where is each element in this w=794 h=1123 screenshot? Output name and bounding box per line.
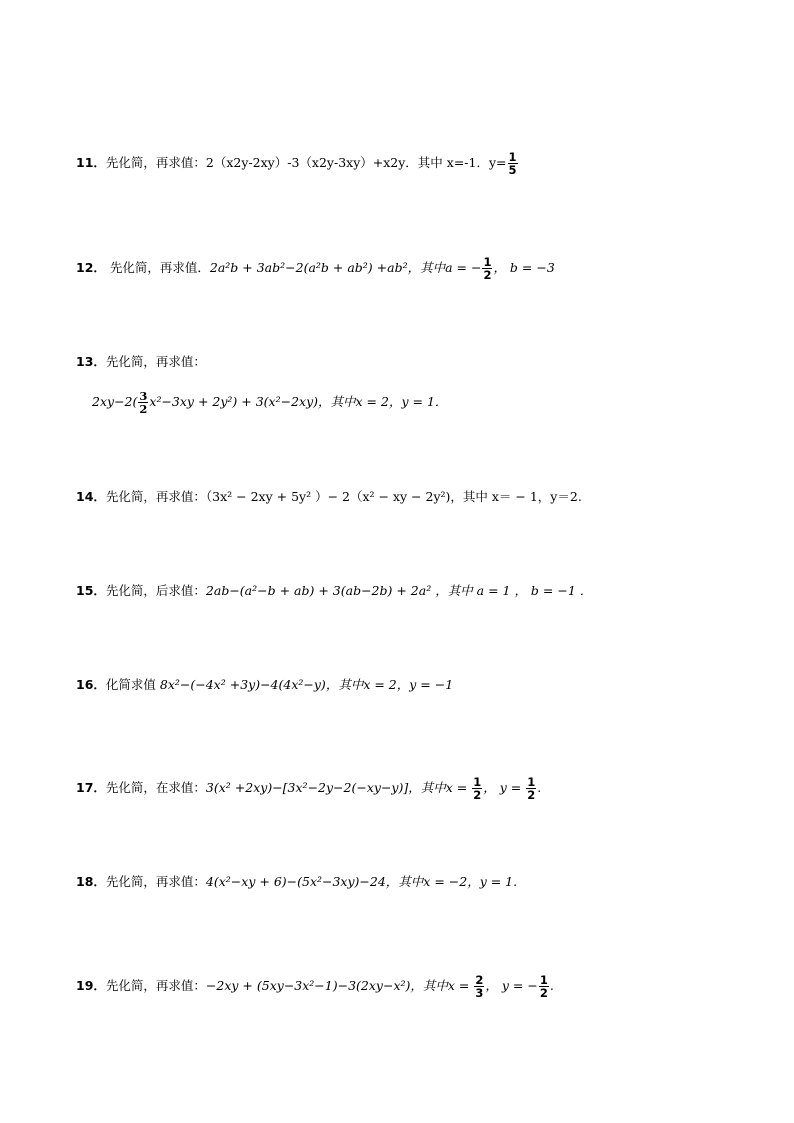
problem-number: 13．	[76, 354, 106, 369]
problem-condition: ， b = −3	[493, 260, 555, 275]
problem-11	[76, 151, 519, 176]
problem-expression-rest: x²−3xy + 2y²) + 3(x²−2xy)，其中x = 2，y = 1．	[149, 394, 448, 409]
problem-instruction: 化简求值	[105, 677, 156, 692]
problem-expression: −2xy + (5xy−3x²−1)−3(2xy−x²)，其中x =	[205, 978, 474, 993]
problem-instruction: 先化简，再求值：	[105, 354, 206, 369]
problem-number: 12．	[76, 260, 106, 275]
problem-14	[76, 489, 582, 505]
problem-instruction: 先化简，再求值：	[105, 155, 206, 170]
problem-expression: 3(x² +2xy)−[3x²−2y−2(−xy−y)]，其中x =	[205, 780, 472, 795]
problem-instruction: 先化简，再求值：	[105, 874, 206, 889]
problem-number: 15．	[76, 583, 106, 598]
problem-17	[76, 776, 541, 801]
problem-number: 16．	[76, 677, 106, 692]
problem-condition: ， y = −	[485, 978, 538, 993]
problem-condition: ， y =	[483, 780, 526, 795]
problem-19	[76, 974, 554, 999]
problem-end: .	[537, 780, 542, 795]
problem-expression: 2（x2y-2xy）-3（x2y-3xy）+x2y．其中 x=-1．y=	[205, 155, 507, 170]
problem-expression: （3x² − 2xy + 5y² ）− 2（x² − xy − 2y²)，其中 x＝ − 1，y＝2.	[205, 489, 582, 504]
problem-15	[76, 583, 592, 599]
fraction: $\frac{2}{3}$	[475, 973, 484, 1000]
problem-instruction: 先化简，在求值：	[105, 780, 206, 795]
problem-end: .	[549, 978, 554, 993]
fraction: $\frac{1}{2}$	[539, 973, 548, 1000]
fraction: $\frac{1}{2}$	[527, 775, 536, 802]
problem-number: 14．	[76, 489, 106, 504]
fraction: $\frac{1}{5}$	[508, 150, 517, 177]
problem-18	[76, 874, 517, 890]
problem-instruction: 先化简，后求值：	[105, 583, 206, 598]
problem-13	[76, 354, 206, 370]
fraction: $\frac{3}{2}$	[139, 389, 148, 416]
problem-12	[76, 256, 555, 281]
problem-number: 11．	[76, 155, 106, 170]
fraction: $\frac{1}{2}$	[483, 255, 492, 282]
problem-expression: 2xy−2(	[92, 394, 138, 409]
problem-instruction: 先化简，再求值．	[105, 260, 210, 275]
problem-expression: 2ab−(a²−b + ab) + 3(ab−2b) + 2a² ，其中 a = 1 ， b = −1 ．	[205, 583, 593, 598]
problem-instruction: 先化简，再求值：	[105, 489, 206, 504]
problem-number: 17．	[76, 780, 106, 795]
problem-number: 19．	[76, 978, 106, 993]
problem-13-expression-line	[92, 390, 447, 415]
problem-expression: 4(x²−xy + 6)−(5x²−3xy)−24，其中x = −2，y = 1.	[205, 874, 518, 889]
problem-expression: 8x²−(−4x² +3y)−4(4x²−y)，其中x = 2，y = −1	[155, 677, 454, 692]
problem-number: 18．	[76, 874, 106, 889]
problem-instruction: 先化简，再求值：	[105, 978, 206, 993]
fraction: $\frac{1}{2}$	[473, 775, 482, 802]
problem-expression: 2a²b + 3ab²−2(a²b + ab²) +ab²，其中a = −	[209, 260, 482, 275]
problem-16	[76, 677, 453, 693]
